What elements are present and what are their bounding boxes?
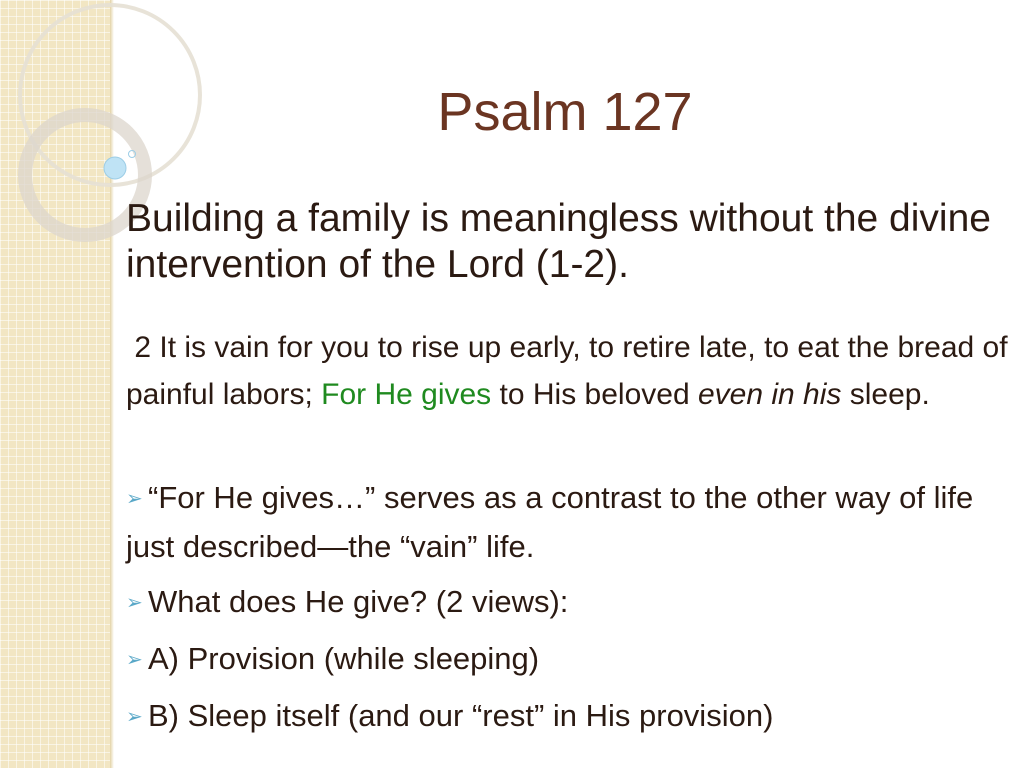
bullet-item (126, 692, 1006, 741)
verse-highlight: For He gives (321, 378, 492, 411)
slide-subtitle: Building a family is meaningless without the divine intervention of the Lord (1-2). (126, 197, 991, 286)
verse-part-2: to His beloved (491, 378, 698, 411)
bullet-item (126, 474, 1006, 570)
blue-dot (104, 157, 126, 179)
arrow-bullet-icon: ➢ (126, 649, 143, 671)
slide-title: Psalm 127 (437, 82, 693, 142)
bullet-list (126, 474, 1006, 749)
bullet-text: “For He gives…” serves as a contrast to the other way of life just described—the “vain” life. (126, 480, 974, 564)
arrow-bullet-icon: ➢ (126, 488, 143, 510)
bullet-text: A) Provision (while sleeping) (148, 641, 540, 676)
bullet-item (126, 635, 1006, 684)
bullet-text: B) Sleep itself (and our “rest” in His provision) (148, 698, 774, 733)
verse-text (126, 324, 1021, 418)
verse-italic: even in his (697, 378, 842, 411)
arrow-bullet-icon: ➢ (126, 592, 143, 614)
bullet-item (126, 578, 1006, 627)
verse-part-1: 2 It is vain for you to rise up early, to retire late, to eat the bread of painful labors; (126, 331, 1008, 411)
arrow-bullet-icon: ➢ (126, 706, 143, 728)
verse-part-3: sleep. (841, 378, 930, 411)
bullet-text: What does He give? (2 views): (148, 584, 569, 619)
